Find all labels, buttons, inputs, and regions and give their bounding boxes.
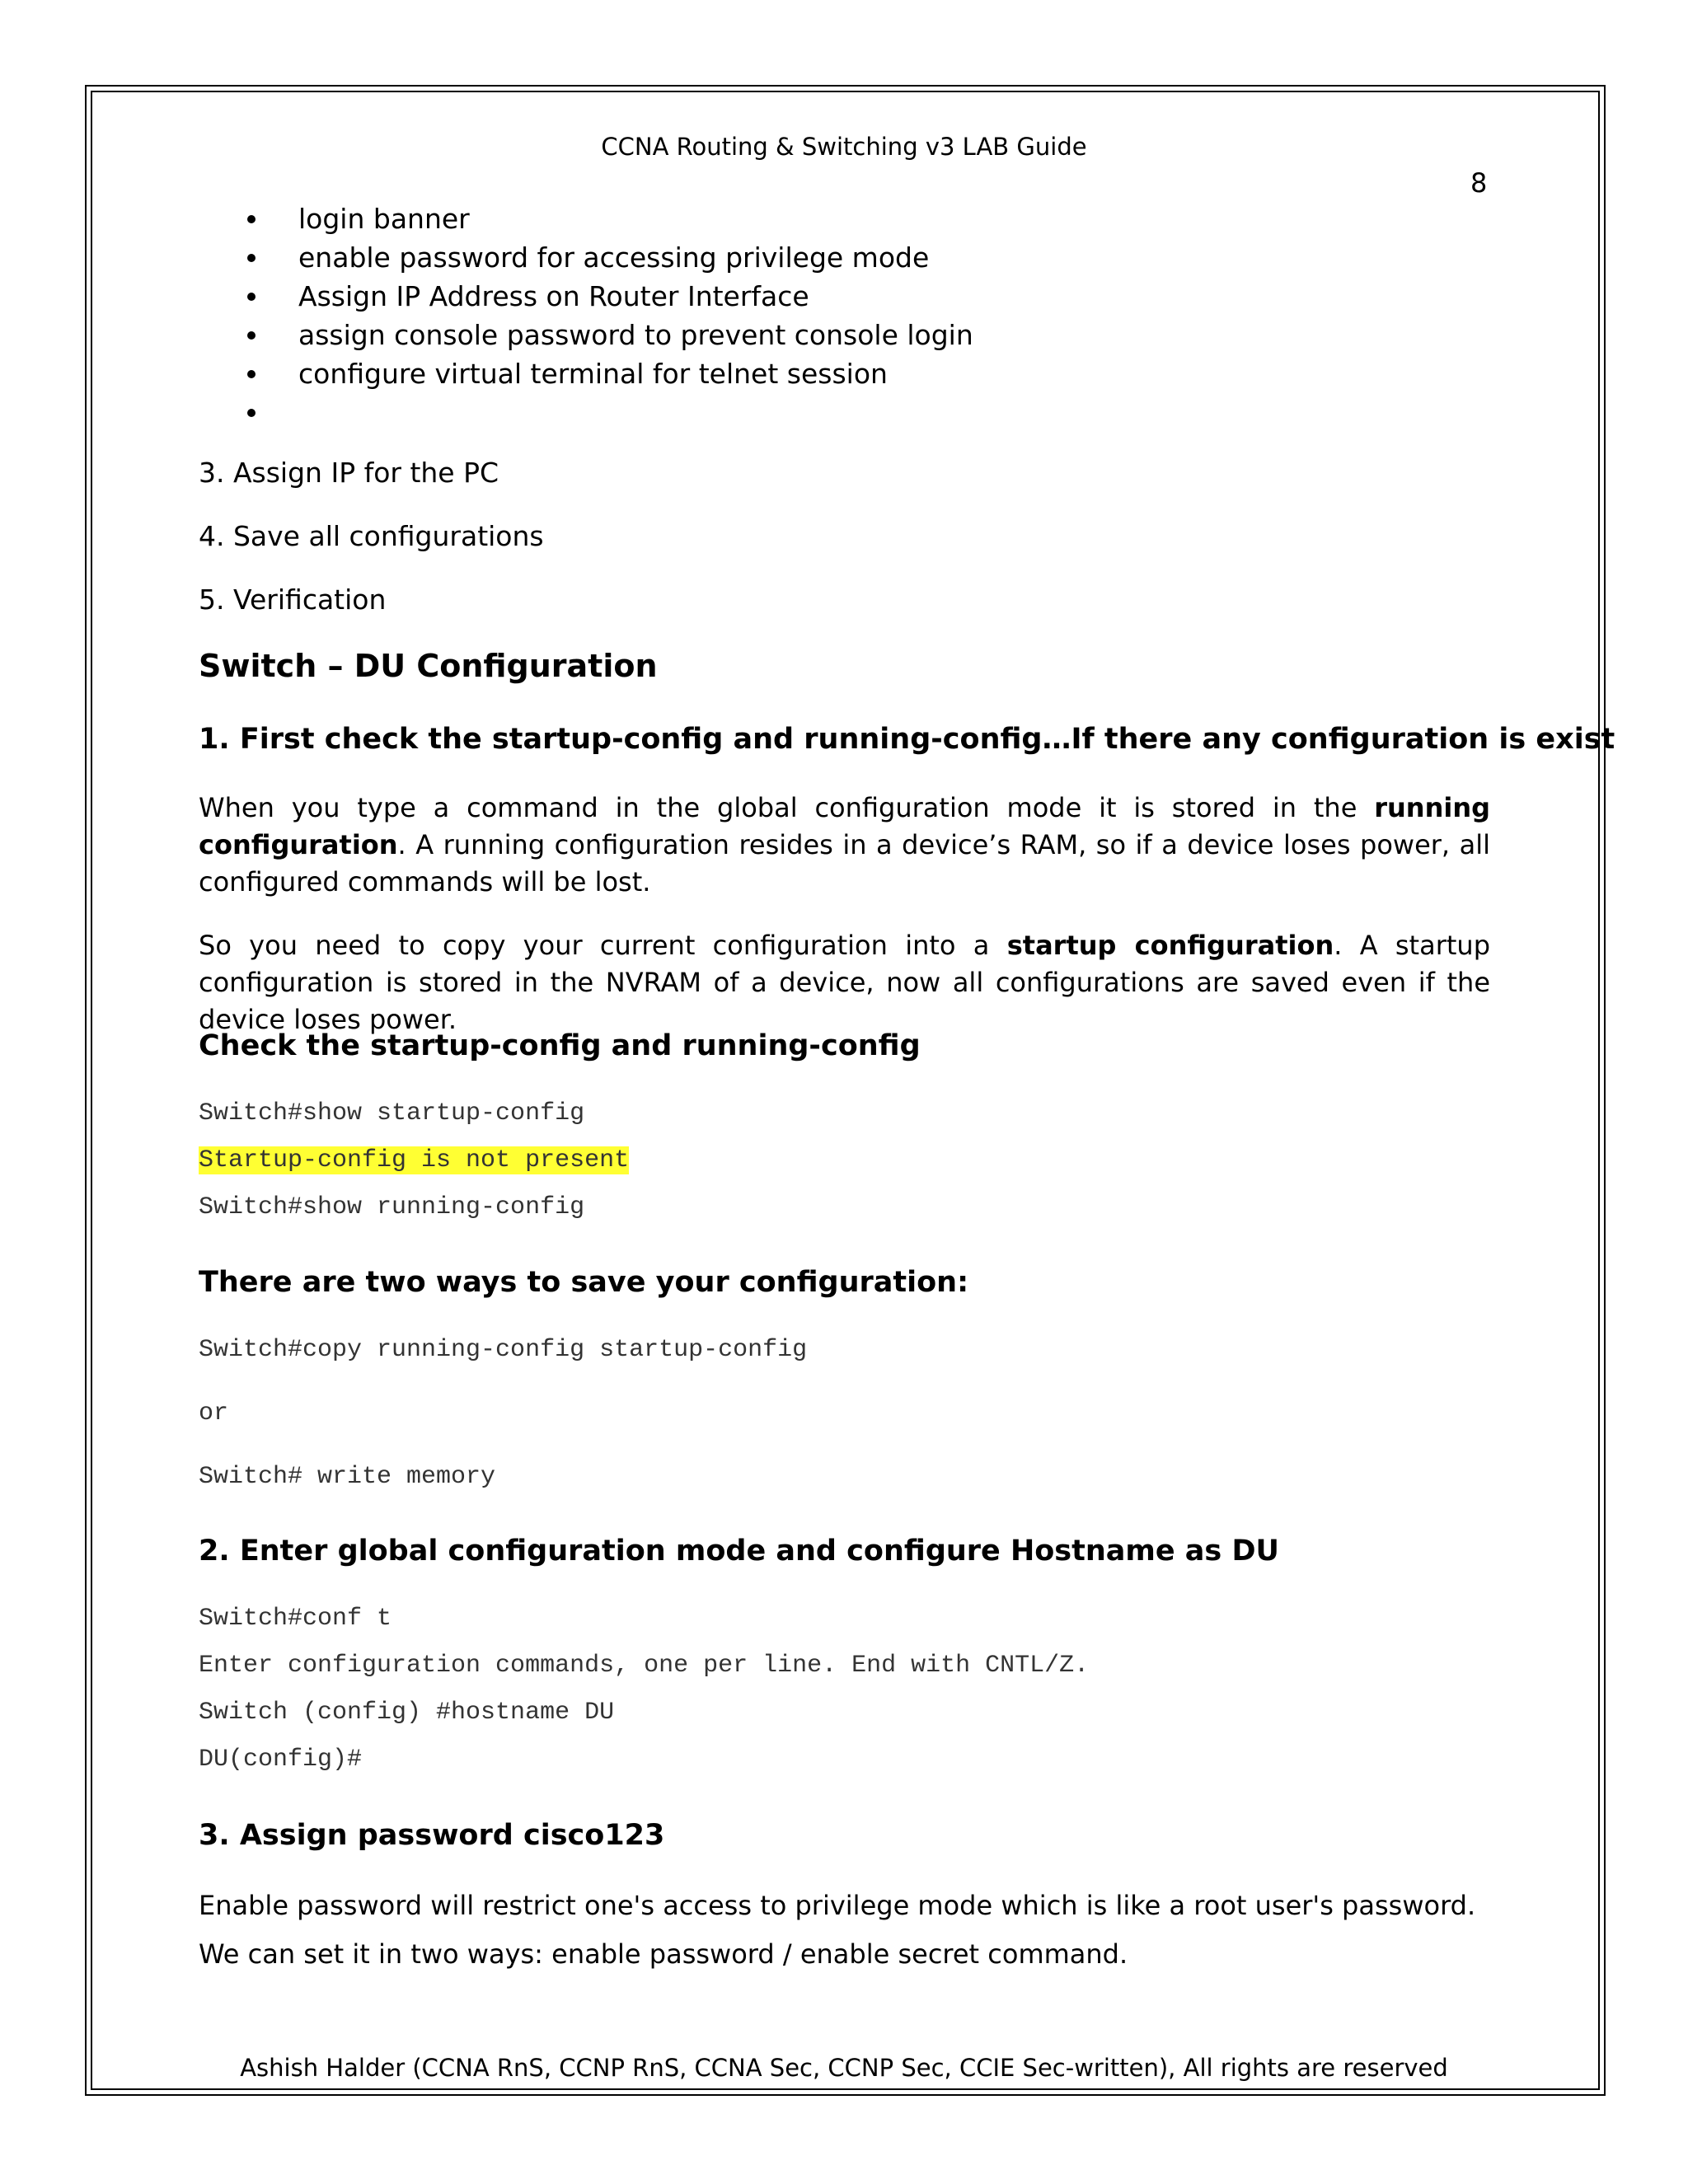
bullet-icon — [247, 215, 256, 223]
step-verification: 5. Verification — [199, 583, 387, 616]
bullet-icon — [247, 409, 256, 417]
paragraph-startup-config — [199, 927, 1490, 1038]
heading-assign-password: 3. Assign password cisco123 — [199, 1819, 665, 1852]
heading-check-startup-running: Check the startup-config and running-config — [199, 1029, 921, 1062]
code-line: Switch# write memory — [199, 1463, 496, 1491]
code-line: DU(config)# — [199, 1746, 363, 1774]
term-running-configuration: running configuration — [199, 792, 1490, 860]
list-item — [247, 393, 973, 432]
code-line-highlighted — [199, 1146, 629, 1174]
paragraph-text: . A running configuration resides in a device’s RAM, so if a device loses power, all configured commands will be lost. — [199, 829, 1490, 898]
heading-save-ways: There are two ways to save your configuration: — [199, 1266, 969, 1299]
paragraph-enable-password: Enable password will restrict one's access to privilege mode which is like a root user's password. We can set it in two ways: enable password / enable secret command. — [199, 1890, 1476, 1970]
paragraph-text: . A startup configuration is stored in the NVRAM of a device, now all configurations are saved even if the device loses power. — [199, 930, 1491, 1035]
page-header-title: CCNA Routing & Switching v3 LAB Guide — [601, 133, 1087, 161]
heading-check-configs: 1. First check the startup-config and running-config…If there any configuration is exist — [199, 723, 1615, 756]
bullet-icon — [247, 370, 256, 378]
bullet-icon — [247, 293, 256, 301]
code-line: Switch#show startup-config — [199, 1099, 585, 1127]
code-line: Switch#copy running-config startup-config — [199, 1336, 808, 1364]
highlighted-output: Startup-config is not present — [199, 1146, 630, 1174]
bullet-icon — [247, 254, 256, 262]
step-save-configs: 4. Save all configurations — [199, 520, 544, 552]
list-item-text: enable password for accessing privilege mode — [298, 241, 930, 274]
list-item — [247, 199, 973, 238]
step-assign-ip: 3. Assign IP for the PC — [199, 457, 499, 489]
code-line: Switch#show running-config — [199, 1193, 585, 1221]
paragraph-running-config — [199, 790, 1490, 901]
list-item-text: Assign IP Address on Router Interface — [298, 280, 809, 312]
list-item — [247, 277, 973, 316]
code-or: or — [199, 1399, 229, 1427]
list-item — [247, 238, 973, 277]
paragraph-text: When you type a command in the global configuration mode it is stored in the — [199, 792, 1375, 823]
code-line: Switch (config) #hostname DU — [199, 1699, 615, 1727]
term-startup-configuration: startup configuration — [1006, 930, 1334, 961]
code-line: Switch#conf t — [199, 1605, 392, 1633]
paragraph-text: So you need to copy your current configuration into a — [199, 930, 1007, 961]
bullet-icon — [247, 331, 256, 340]
list-item — [247, 354, 973, 393]
list-item-text: login banner — [298, 203, 470, 235]
page-footer: Ashish Halder (CCNA RnS, CCNP RnS, CCNA Sec, CCNP Sec, CCIE Sec-written), All rights are reserved — [240, 2054, 1448, 2082]
page-number: 8 — [1470, 167, 1488, 199]
code-line: Enter configuration commands, one per line. End with CNTL/Z. — [199, 1652, 1090, 1680]
config-task-list — [247, 199, 973, 432]
list-item-text: assign console password to prevent console login — [298, 319, 973, 351]
list-item — [247, 316, 973, 354]
section-title: Switch – DU Configuration — [199, 648, 658, 684]
list-item-text: configure virtual terminal for telnet session — [298, 358, 888, 390]
heading-hostname: 2. Enter global configuration mode and configure Hostname as DU — [199, 1535, 1279, 1568]
